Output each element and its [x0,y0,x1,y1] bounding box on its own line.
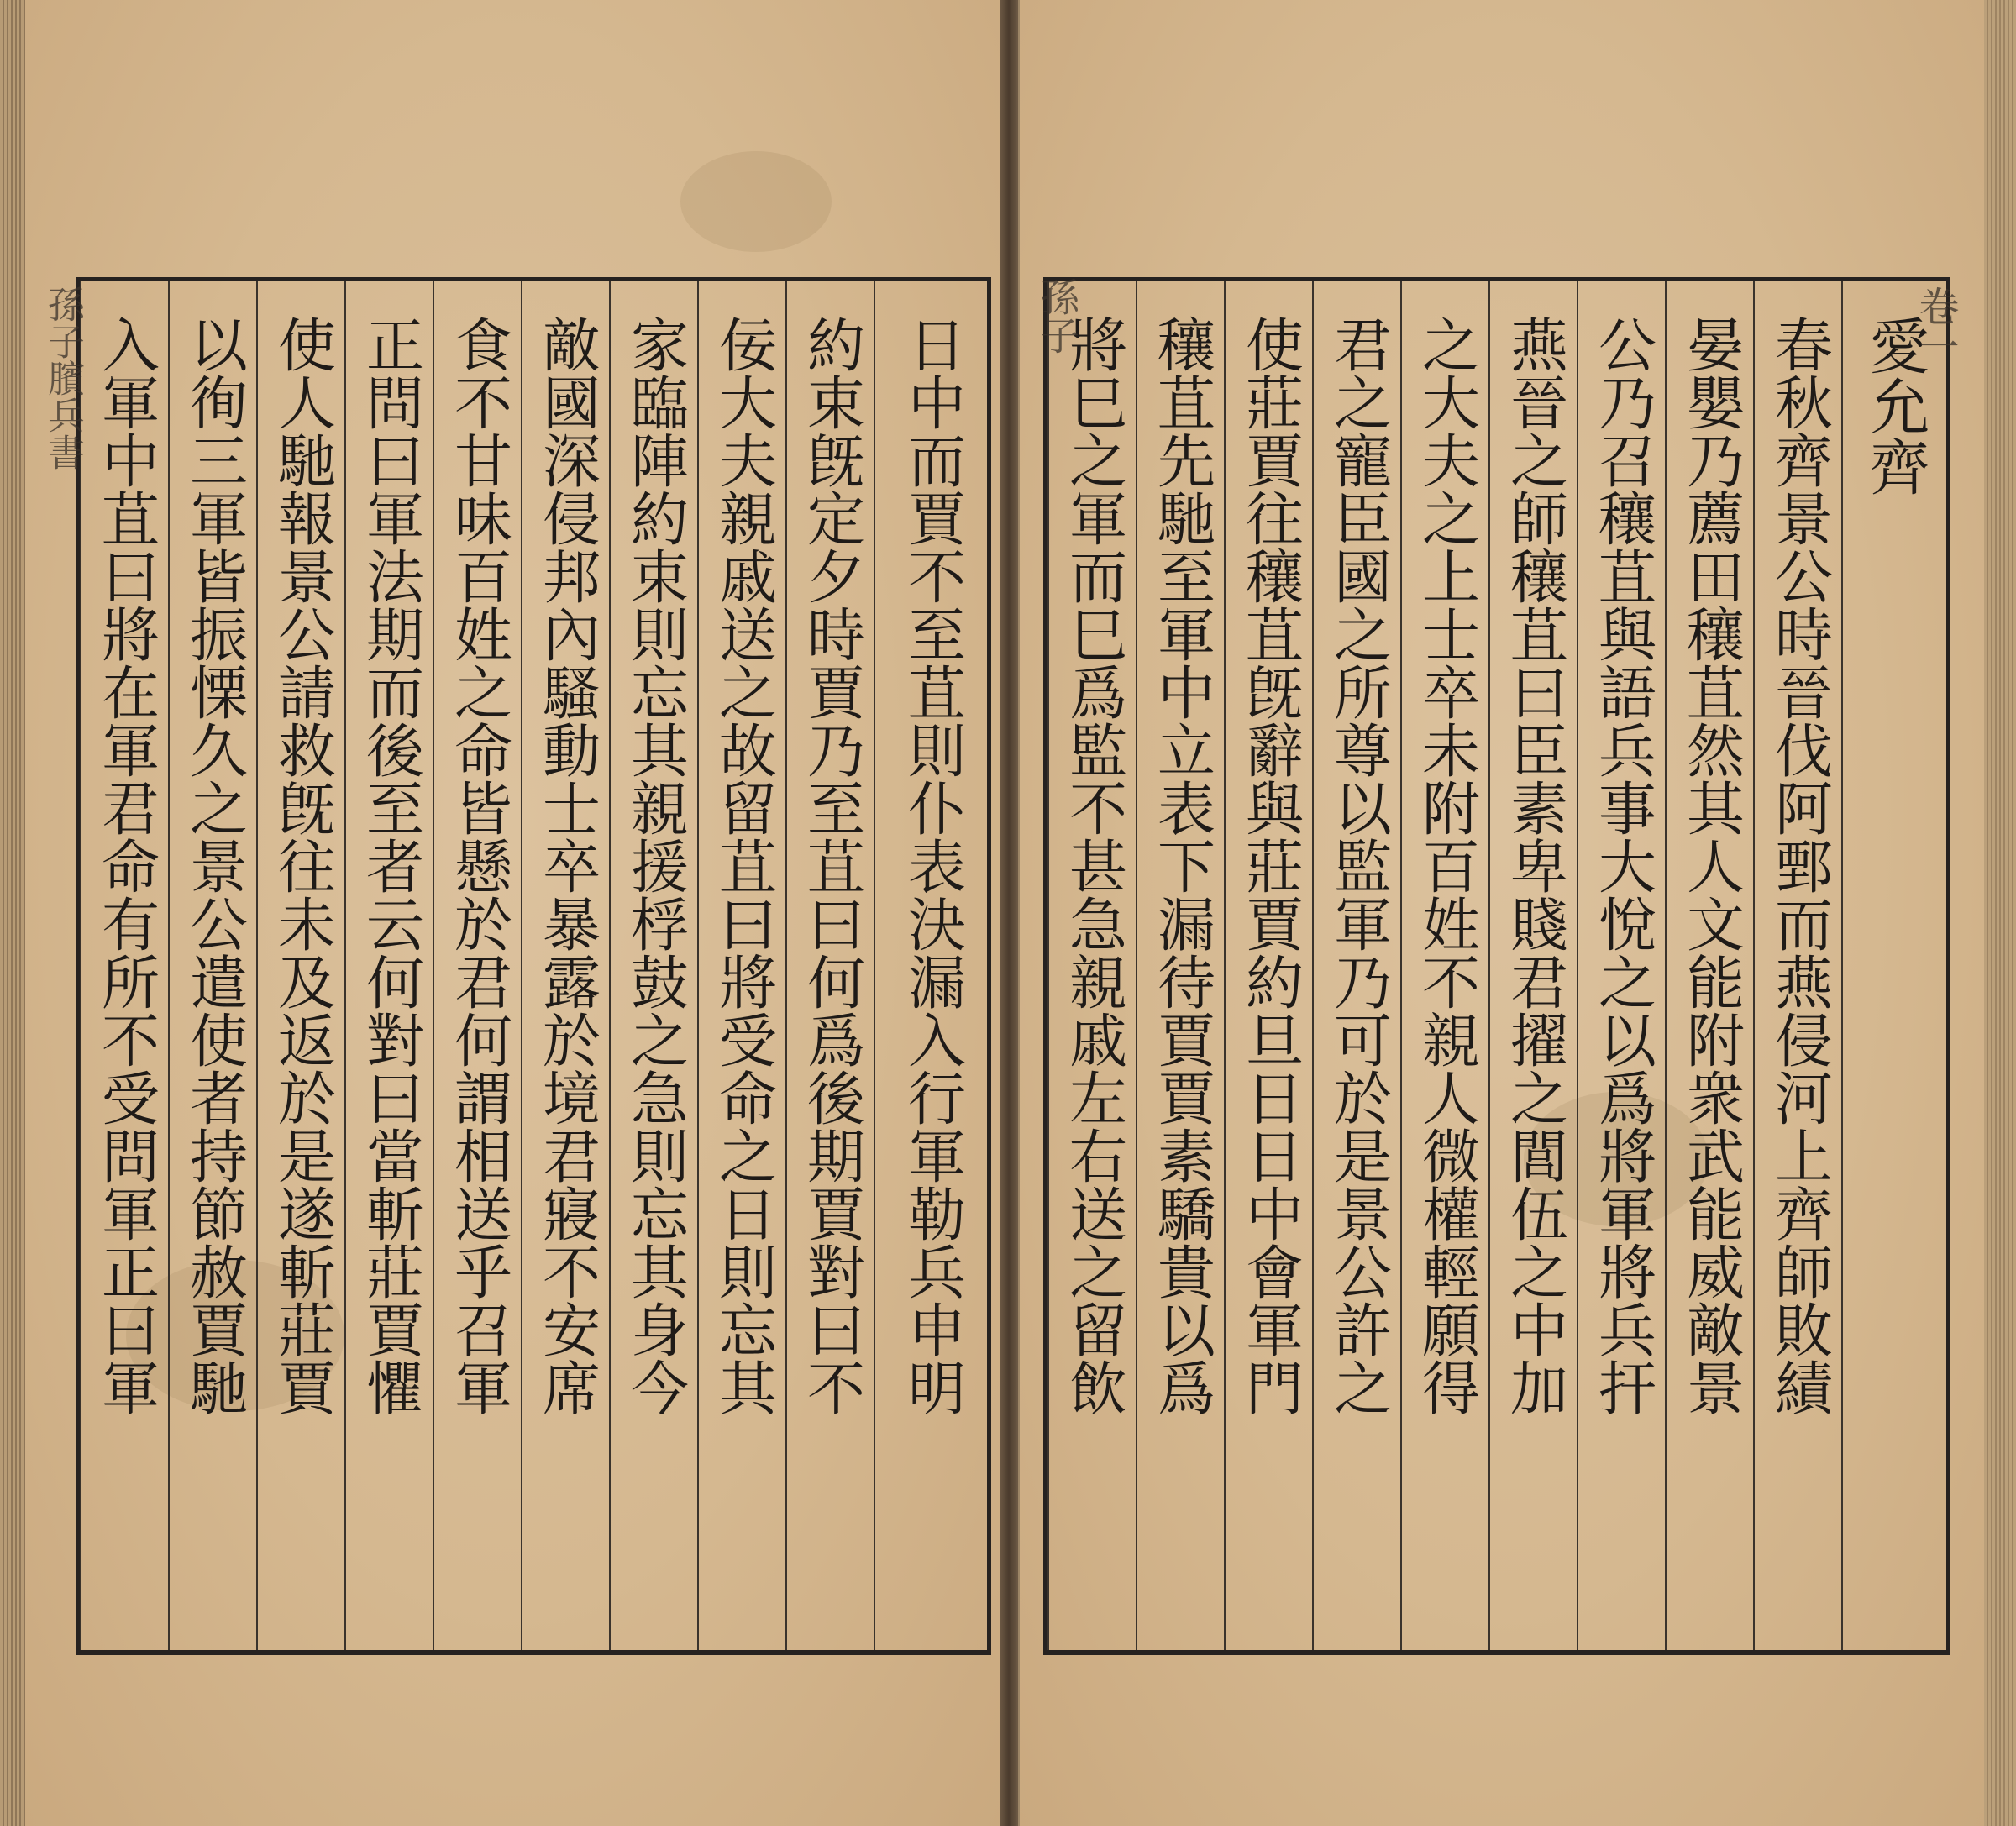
column-text: 正問曰軍法期而後至者云何對曰當斬莊賈懼 [356,315,423,1416]
text-column [1577,281,1665,1650]
left-page-edge [0,0,25,1826]
book-gutter [1000,0,1018,1826]
text-column [1224,281,1312,1650]
left-page [25,0,1001,1826]
column-text: 春秋齊景公時晉伐阿鄄而燕侵河上齊師敗績 [1765,315,1832,1416]
text-column [521,281,609,1650]
column-text: 愛允齊 [1859,315,1930,496]
column-text: 約束旣定夕時賈乃至苴曰何爲後期賈對曰不 [797,315,864,1416]
text-column [1753,281,1841,1650]
column-text: 君之寵臣國之所尊以監軍乃可於是景公許之 [1324,315,1391,1416]
column-text: 食不甘味百姓之命皆懸於君何謂相送乎召軍 [444,315,512,1416]
right-page [1018,0,1986,1826]
right-margin-volume: 卷一 [1912,286,1959,366]
text-column [168,281,256,1650]
right-margin-title: 孫子 [1035,277,1080,354]
column-text: 使人馳報景公請救旣往未及返於是遂斬莊賈 [268,315,335,1416]
column-text: 以徇三軍皆振慄久之景公遣使者持節赦賈馳 [180,315,247,1416]
column-text: 家臨陣約束則忘其親援桴鼓之急則忘其身今 [621,315,688,1416]
column-text: 公乃召穰苴與語兵事大悅之以爲將軍將兵扞 [1588,315,1656,1416]
text-column [1488,281,1577,1650]
column-text: 日中而賈不至苴則仆表決漏入行軍勒兵申明 [898,315,965,1416]
text-column [609,281,697,1650]
column-text: 將巳之軍而巳爲監不甚急親戚左右送之留飲 [1059,315,1126,1416]
column-text: 入軍中苴曰將在軍君命有所不受問軍正曰軍 [92,315,159,1416]
text-column [1047,281,1136,1650]
column-text: 敵國深侵邦內騷動士卒暴露於境君寢不安席 [533,315,600,1416]
right-text-frame [1043,277,1950,1655]
column-text: 穰苴先馳至軍中立表下漏待賈賈素驕貴以爲 [1147,315,1215,1416]
text-column [256,281,344,1650]
text-column [433,281,521,1650]
paper-stain [680,151,832,252]
left-text-frame [76,277,991,1655]
column-text: 使莊賈往穰苴旣辭與莊賈約旦日日中會軍門 [1236,315,1303,1416]
column-text: 晏嬰乃薦田穰苴然其人文能附衆武能威敵景 [1677,315,1744,1416]
text-column [1665,281,1753,1650]
text-column [1400,281,1488,1650]
column-text: 之大夫之上士卒未附百姓不親人微權輕願得 [1412,315,1479,1416]
text-column [1312,281,1400,1650]
column-text: 燕晉之師穰苴曰臣素卑賤君擢之閭伍之中加 [1500,315,1567,1416]
column-text: 佞大夫親戚送之故留苴曰將受命之日則忘其 [709,315,776,1416]
text-column [344,281,433,1650]
text-column [80,281,168,1650]
text-column [1136,281,1224,1650]
text-column [697,281,785,1650]
text-column [785,281,874,1650]
left-margin-title: 孫子臏兵書 [41,286,84,470]
text-column [1841,281,1946,1650]
text-column [874,281,987,1650]
right-page-edge [1984,0,2016,1826]
